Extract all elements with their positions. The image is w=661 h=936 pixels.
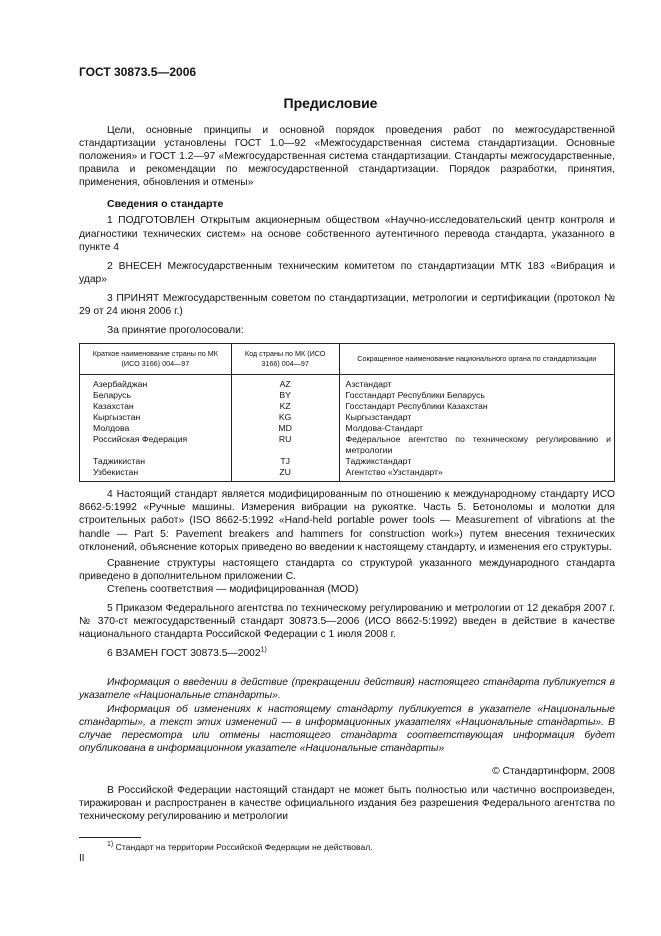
country-cell: Узбекистан (80, 467, 232, 482)
code-cell: KZ (231, 401, 339, 412)
item-2-paragraph: 2 ВНЕСЕН Межгосударственным техническим комитетом по стандартизации МТК 183 «Вибрация и удар» (79, 260, 615, 285)
document-header: ГОСТ 30873.5—2006 (79, 65, 197, 79)
table-row (80, 423, 615, 434)
code-cell: RU (231, 434, 339, 456)
page-title: Предисловие (283, 95, 378, 111)
footnote-mark: 1) (107, 841, 114, 849)
item-6-text: 6 ВЗАМЕН ГОСТ 30873.5—2002 (107, 648, 261, 660)
intro-paragraph: Цели, основные принципы и основной порядок проведения работ по межгосударственной стандартизации установлены ГОСТ 1.0—92 «Межгосударственная система стандартизации. Основные положения» и ГОСТ 1.2—97 «Межгосударственная система стандартизации. Стандарты межгосударственные, правила и рекомендации по межгосударственной стандартизации. Порядок разработки, принятия, применения, обновления и отмены» (79, 125, 615, 189)
body-cell: Госстандарт Республики Беларусь (339, 390, 614, 401)
column-header-body: Сокращенное наименование национального органа по стандартизации (339, 344, 614, 375)
country-cell: Таджикистан (80, 456, 232, 467)
code-cell: AZ (231, 375, 339, 391)
body-cell: Агентство «Узстандарт» (339, 467, 614, 482)
code-cell: BY (231, 390, 339, 401)
code-cell: MD (231, 423, 339, 434)
code-cell: TJ (231, 456, 339, 467)
country-cell: Беларусь (80, 390, 232, 401)
footnote-divider (79, 837, 141, 838)
body-cell: Таджикстандарт (339, 456, 614, 467)
table-row (80, 375, 615, 391)
section-heading: Сведения о стандарте (107, 198, 224, 211)
item-6-paragraph (79, 647, 615, 660)
item-1-paragraph: 1 ПОДГОТОВЛЕН Открытым акционерным обществом «Научно-исследовательский центр контроля и диагностики технических систем» на основе собственного аутентичного перевода стандарта, указанного в пункте 4 (79, 215, 615, 253)
item-5-paragraph: 5 Приказом Федерального агентства по техническому регулированию и метрологии от 12 декабря 2007 г. № 370-ст межгосударственный стандарт 30873.5—2006 (ИСО 8662-5:1992) введен в действие в качестве национального стандарта Российской Федерации с 1 июля 2008 г. (79, 602, 615, 641)
country-cell: Казахстан (80, 401, 232, 412)
table-row (80, 390, 615, 401)
body-cell: Молдова-Стандарт (339, 423, 614, 434)
copyright-line: © Стандартинформ, 2008 (492, 765, 615, 777)
conformity-degree-paragraph: Степень соответствия — модифицированная (MOD) (107, 583, 359, 595)
country-cell: Молдова (80, 423, 232, 434)
column-header-country: Краткое наименование страны по МК (ИСО 3166) 004—97 (80, 344, 232, 375)
table-row (80, 412, 615, 423)
page-content (79, 124, 615, 853)
country-cell: Российская Федерация (80, 434, 232, 456)
table-row (80, 434, 615, 456)
item-3-paragraph: 3 ПРИНЯТ Межгосударственным советом по стандартизации, метрологии и сертификации (протокол № 29 от 24 июня 2006 г.) (79, 292, 615, 318)
country-cell: Азербайджан (80, 375, 232, 391)
country-cell: Кыргызстан (80, 412, 232, 423)
body-cell: Федеральное агентство по техническому регулированию и метрологии (339, 434, 614, 456)
item-4-paragraph: 4 Настоящий стандарт является модифицированным по отношению к международному стандарту ИСО 8662-5:1992 «Ручные машины. Измерения вибрации на рукоятке. Часть 5. Бетоноломы и молотки для строительных работ» (ISO 8662-5:1992 «Hand-held portable power tools — Measurement of vibrations at the handle — Part 5: Pavement breakers and hammers for construction work») путем внесения технических отклонений, объяснение которых приведено во введении к настоящему стандарту, и изменения его структуры. (79, 489, 615, 553)
code-cell: ZU (231, 467, 339, 482)
page-number: II (79, 853, 85, 864)
column-header-code: Код страны по МК (ИСО 3166) 004—97 (231, 344, 339, 375)
structure-comparison-paragraph: Сравнение структуры настоящего стандарта со структурой указанного международного стандарта приведено в дополнительном приложении С. (79, 557, 615, 582)
body-cell: Кыргызстандарт (339, 412, 614, 423)
countries-table (79, 343, 615, 482)
table-row (80, 401, 615, 412)
footnote-reference: 1) (260, 646, 267, 654)
table-header-row (80, 344, 615, 375)
code-cell: KG (231, 412, 339, 423)
footnote-text: Стандарт на территории Российской Федерации не действовал. (115, 842, 373, 853)
body-cell: Азстандарт (339, 375, 614, 391)
table-row (80, 467, 615, 482)
table-row (80, 456, 615, 467)
body-cell: Госстандарт Республики Казахстан (339, 401, 614, 412)
footnote (79, 842, 615, 853)
rights-paragraph: В Российской Федерации настоящий стандарт не может быть полностью или частично воспроизведен, тиражирован и распространен в качестве официального издания без разрешения Федерального агентства по техническому регулированию и метрологии (79, 785, 615, 823)
voted-label: За принятие проголосовали: (107, 325, 244, 337)
info-introduction-paragraph: Информация о введении в действие (прекращении действия) настоящего стандарта публикуется в указателе «Национальные стандарты». (79, 677, 615, 702)
info-changes-paragraph: Информация об изменениях к настоящему стандарту публикуется в указателе «Национальные стандарты», а текст этих изменений — в информационных указателях «Национальные стандарты». В случае пересмотра или отмены настоящего стандарта соответствующая информация будет опубликована в информационном указателе «Национальные стандарты» (79, 703, 615, 754)
